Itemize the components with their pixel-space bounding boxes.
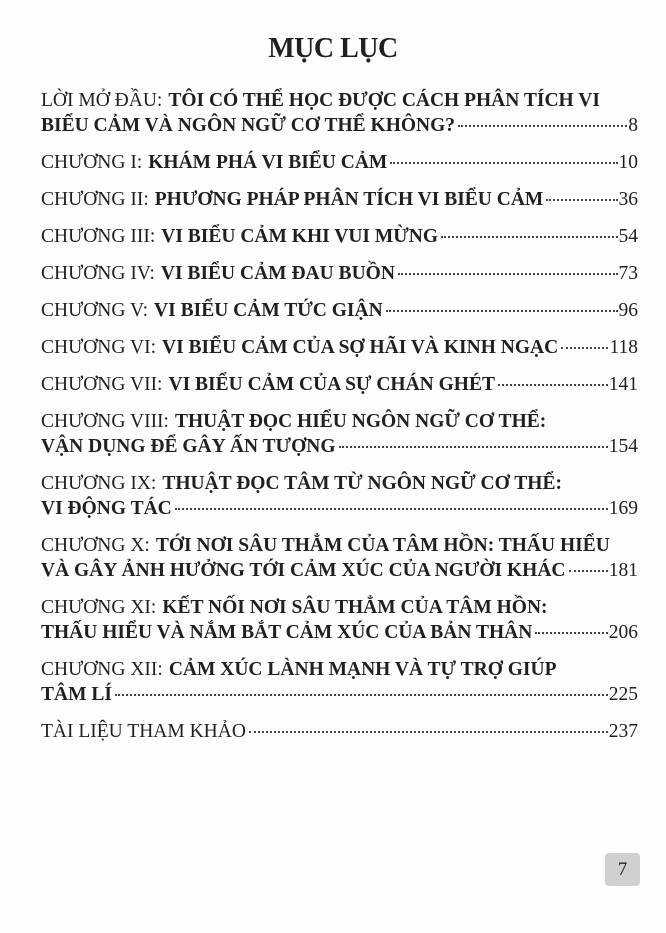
page-number: 7	[605, 853, 640, 886]
page-title: MỤC LỤC	[268, 33, 398, 64]
toc-entry-page: 73	[618, 263, 638, 284]
toc-entry-title: TÂM LÍ	[41, 684, 112, 705]
toc-entry-title: VI BIỂU CẢM KHI VUI MỪNG	[161, 226, 439, 247]
toc-entry-title: VÀ GÂY ẢNH HƯỞNG TỚI CẢM XÚC CỦA NGƯỜI KHÁC	[41, 560, 566, 581]
toc-entry-line	[41, 436, 638, 460]
dot-leader	[569, 570, 608, 572]
toc-entry[interactable]	[41, 337, 638, 361]
toc-entry[interactable]	[41, 152, 638, 176]
toc-entry-label: CHƯƠNG IV:	[41, 263, 155, 284]
dot-leader	[535, 632, 607, 634]
dot-leader	[115, 694, 608, 696]
toc-entry-line	[41, 684, 638, 708]
dot-leader	[390, 162, 617, 164]
toc-entry[interactable]	[41, 473, 638, 522]
toc-entry-label: CHƯƠNG VII:	[41, 374, 163, 395]
toc-entry-label: LỜI MỞ ĐẦU:	[41, 90, 163, 111]
toc-entry-title: VI ĐỘNG TÁC	[41, 498, 172, 519]
toc-entry-label: CHƯƠNG XI:	[41, 597, 157, 618]
toc-entry-line	[41, 189, 638, 213]
toc-entry-title: CẢM XÚC LÀNH MẠNH VÀ TỰ TRỢ GIÚP	[168, 659, 557, 680]
toc-entry-title: VI BIỂU CẢM CỦA SỰ CHÁN GHÉT	[168, 374, 495, 395]
toc-entry-title: VẬN DỤNG ĐỂ GÂY ẤN TƯỢNG	[41, 436, 336, 457]
toc-entry-line	[41, 597, 638, 621]
toc-entry-line	[41, 90, 638, 114]
toc-entry-page: 96	[618, 300, 638, 321]
toc-entry-line	[41, 226, 638, 250]
toc-entry-page: 169	[608, 498, 638, 519]
toc-entry-line	[41, 152, 638, 176]
toc-entry[interactable]	[41, 721, 638, 745]
toc-entry[interactable]	[41, 597, 638, 646]
toc-entry-page: 237	[608, 721, 638, 742]
toc-entry-label: CHƯƠNG VI:	[41, 337, 156, 358]
toc-entry[interactable]	[41, 226, 638, 250]
dot-leader	[175, 508, 608, 510]
toc-entry[interactable]	[41, 263, 638, 287]
toc-entry[interactable]	[41, 189, 638, 213]
dot-leader	[561, 347, 608, 349]
toc-entry-title: PHƯƠNG PHÁP PHÂN TÍCH VI BIỂU CẢM	[154, 189, 544, 210]
toc-entry-line	[41, 498, 638, 522]
toc-entry-page: 36	[618, 189, 638, 210]
toc-entry-label: CHƯƠNG IX:	[41, 473, 157, 494]
dot-leader	[386, 310, 618, 312]
toc-entry-line	[41, 560, 638, 584]
toc-entry[interactable]	[41, 374, 638, 398]
toc-entry-title: KẾT NỐI NƠI SÂU THẲM CỦA TÂM HỒN:	[162, 597, 548, 618]
toc-entry-line	[41, 622, 638, 646]
dot-leader	[498, 384, 608, 386]
toc-entry-line	[41, 374, 638, 398]
toc-entry-page: 206	[608, 622, 638, 643]
toc-entry-title: KHÁM PHÁ VI BIỂU CẢM	[148, 152, 388, 173]
toc-entry-title: THUẬT ĐỌC HIỂU NGÔN NGỮ CƠ THỂ:	[174, 411, 547, 432]
toc-entry-label: CHƯƠNG X:	[41, 535, 150, 556]
toc-entry-title: TỚI NƠI SÂU THẲM CỦA TÂM HỒN: THẤU HIỂU	[155, 535, 610, 556]
toc-entry-page: 10	[618, 152, 638, 173]
toc-entry[interactable]	[41, 411, 638, 460]
toc-entry-page: 54	[618, 226, 638, 247]
toc-entry-page: 141	[608, 374, 638, 395]
toc-entry-title: VI BIỂU CẢM CỦA SỢ HÃI VÀ KINH NGẠC	[161, 337, 559, 358]
toc-entry[interactable]	[41, 90, 638, 139]
toc-entry[interactable]	[41, 300, 638, 324]
toc-entry-page: 181	[608, 560, 638, 581]
toc-entry-line	[41, 659, 638, 683]
toc-entry-label: CHƯƠNG VIII:	[41, 411, 169, 432]
toc-entry-label: CHƯƠNG I:	[41, 152, 143, 173]
toc-entry-line	[41, 263, 638, 287]
toc-entry-line	[41, 721, 638, 745]
dot-leader	[441, 236, 617, 238]
toc-entry-label: CHƯƠNG V:	[41, 300, 149, 321]
dot-leader	[458, 125, 627, 127]
dot-leader	[398, 273, 618, 275]
toc-entry-title: THUẬT ĐỌC TÂM TỪ NGÔN NGỮ CƠ THỂ:	[162, 473, 562, 494]
toc-entry-title: VI BIỂU CẢM ĐAU BUỒN	[160, 263, 395, 284]
toc-entry-title: VI BIỂU CẢM TỨC GIẬN	[154, 300, 383, 321]
toc-entry-title: BIỂU CẢM VÀ NGÔN NGỮ CƠ THỂ KHÔNG?	[41, 115, 456, 136]
toc-entry-line	[41, 535, 638, 559]
dot-leader	[546, 199, 617, 201]
toc-entry-line	[41, 300, 638, 324]
dot-leader	[249, 731, 608, 733]
toc-entry-page: 118	[609, 337, 638, 358]
toc-entry-title: TÔI CÓ THỂ HỌC ĐƯỢC CÁCH PHÂN TÍCH VI	[168, 90, 600, 111]
table-of-contents	[41, 90, 638, 758]
toc-entry-title: THẤU HIỂU VÀ NẮM BẮT CẢM XÚC CỦA BẢN THÂN	[41, 622, 533, 643]
toc-entry-label: CHƯƠNG III:	[41, 226, 156, 247]
toc-entry-line	[41, 473, 638, 497]
toc-entry-label: CHƯƠNG XII:	[41, 659, 163, 680]
toc-entry[interactable]	[41, 659, 638, 708]
toc-entry[interactable]	[41, 535, 638, 584]
toc-entry-line	[41, 337, 638, 361]
dot-leader	[339, 446, 608, 448]
toc-entry-line	[41, 411, 638, 435]
toc-entry-page: 154	[608, 436, 638, 457]
toc-entry-page: 225	[608, 684, 638, 705]
toc-entry-label: CHƯƠNG II:	[41, 189, 149, 210]
toc-entry-line	[41, 115, 638, 139]
toc-entry-label: TÀI LIỆU THAM KHẢO	[41, 721, 246, 742]
toc-entry-page: 8	[628, 115, 638, 136]
